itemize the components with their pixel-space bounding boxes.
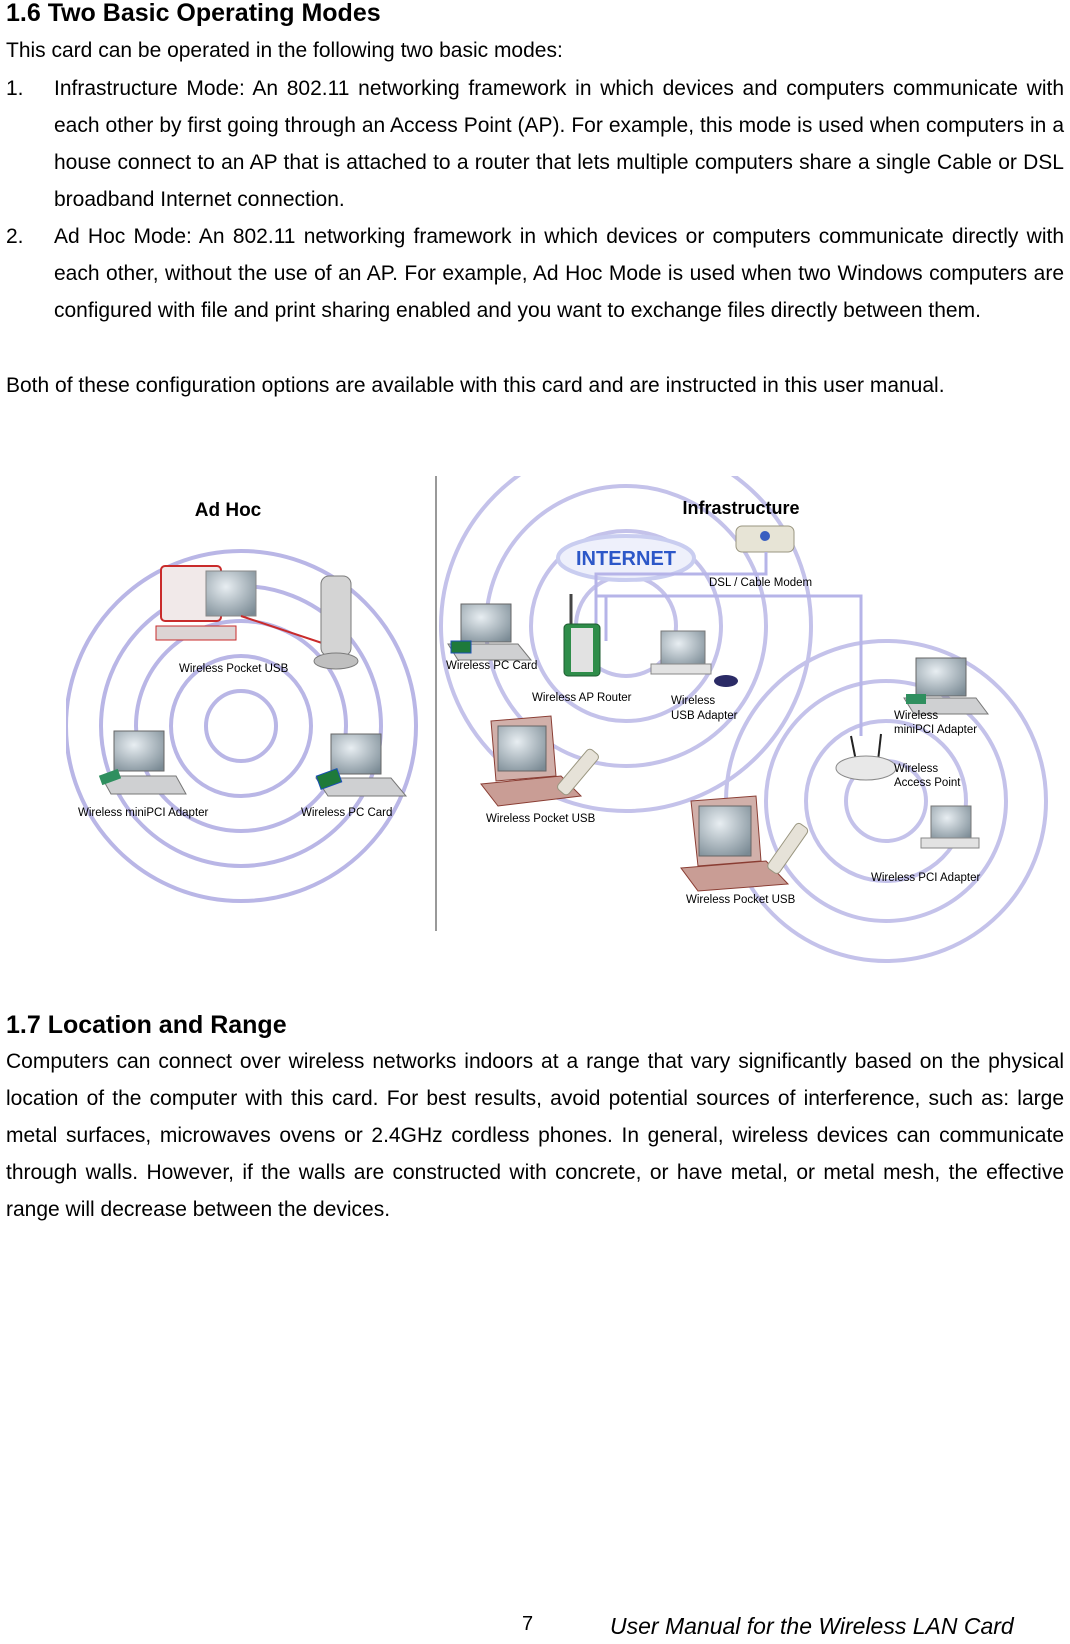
adhoc-pocket-usb-icon [314, 576, 358, 669]
infra-laptop-pocket-usb-bottom-icon [681, 796, 809, 891]
section-heading: 1.7 Location and Range [6, 1011, 287, 1039]
infra-pci-desktop-icon [921, 806, 979, 848]
adhoc-pocket-usb-label: Wireless Pocket USB [179, 663, 289, 675]
adhoc-title: Ad Hoc [194, 500, 262, 521]
network-modes-figure [66, 476, 1066, 966]
infra-laptop-pocket-usb-mid-icon [481, 716, 600, 806]
adhoc-desktop-icon [156, 566, 331, 646]
adhoc-laptop-right-icon [316, 734, 406, 796]
usb-adapter-desktop-icon [651, 631, 738, 687]
usb-adapter-label-2: USB Adapter [671, 710, 738, 722]
usb-adapter-label-1: Wireless [671, 695, 716, 707]
modem-icon [736, 526, 794, 552]
manual-title: User Manual for the Wireless LAN Card [610, 1613, 1014, 1639]
list-number: 1. [6, 77, 24, 100]
list-item [6, 70, 1064, 218]
minipci-label-2: miniPCI Adapter [894, 724, 978, 736]
list-text: Infrastructure Mode: An 802.11 networking framework in which devices and computers communicate with each other by first going through an Access Point (AP). For example, this mode is used when computers in a house connect to an AP that is attached to a router that lets multiple computers share a single Cable or DSL broadband Internet connection. [54, 77, 1064, 211]
list-item [6, 218, 1064, 329]
section-heading: 1.6 Two Basic Operating Modes [6, 0, 381, 27]
pocket-usb-mid-label: Wireless Pocket USB [486, 813, 596, 825]
modem-label: DSL / Cable Modem [709, 577, 813, 589]
list-number: 2. [6, 225, 24, 248]
adhoc-pc-card-label: Wireless PC Card [301, 807, 393, 819]
access-point-icon [836, 734, 896, 780]
pocket-usb-bottom-label: Wireless Pocket USB [686, 894, 796, 906]
ap-router-label: Wireless AP Router [532, 692, 632, 704]
closing-text: Both of these configuration options are available with this card and are instructed in this user manual. [6, 374, 945, 397]
location-range-text: Computers can connect over wireless networks indoors at a range that vary significantly based on the physical location of the computer with this card. For best results, avoid potential sources of interference, such as: large metal surfaces, microwaves ovens or 2.4GHz cordless phones. In general, wireless devices can communicate through walls. However, if the walls are constructed with concrete, or have metal, or metal mesh, the effective range will decrease between the devices. [6, 1050, 1064, 1221]
intro-text: This card can be operated in the following two basic modes: [6, 39, 563, 62]
access-point-label-1: Wireless [894, 763, 939, 775]
list-text: Ad Hoc Mode: An 802.11 networking framework in which devices or computers communicate directly with each other, without the use of an AP. For example, Ad Hoc Mode is used when two Windows computers are configured with file and print sharing enabled and you want to exchange files directly between them. [54, 225, 1064, 322]
access-point-label-2: Access Point [894, 777, 961, 789]
pci-adapter-label: Wireless PCI Adapter [871, 872, 981, 884]
minipci-label-1: Wireless [894, 710, 939, 722]
mode-list [6, 70, 1064, 329]
infra-laptop-pccard-icon [448, 604, 531, 660]
page-footer [0, 1613, 1070, 1643]
infra-pc-card-label: Wireless PC Card [446, 660, 538, 672]
page-number: 7 [522, 1613, 534, 1635]
internet-label: INTERNET [576, 548, 676, 570]
adhoc-minipci-label: Wireless miniPCI Adapter [78, 807, 209, 819]
infrastructure-title: Infrastructure [682, 498, 800, 518]
